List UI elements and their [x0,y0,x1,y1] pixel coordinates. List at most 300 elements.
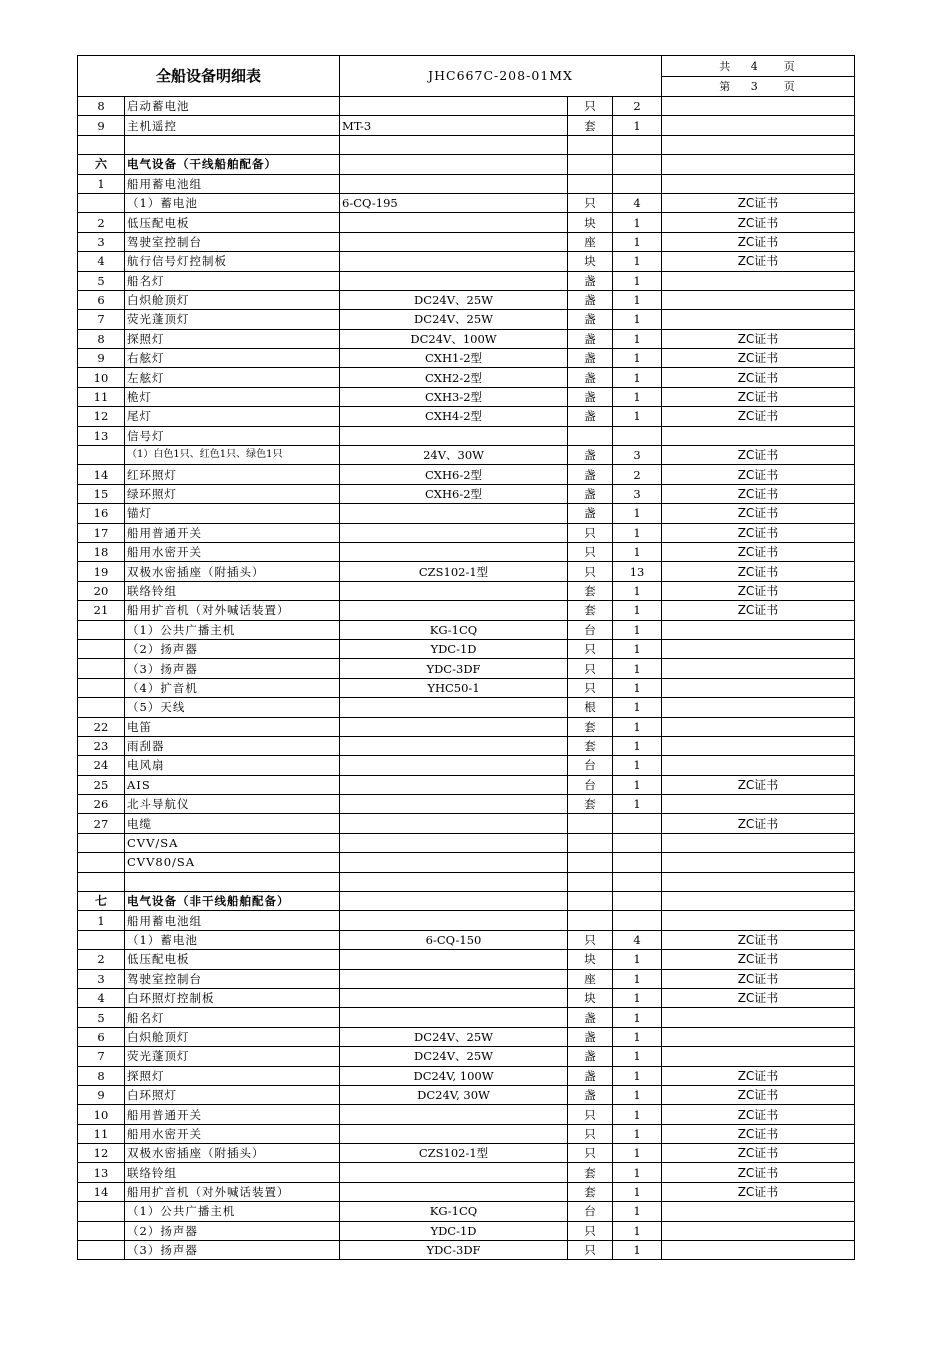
item-remark [662,116,855,135]
item-unit [568,833,613,852]
table-row [78,814,855,833]
item-unit: 套 [568,795,613,814]
table-row [78,581,855,600]
item-unit: 盏 [568,290,613,309]
item-quantity: 13 [613,562,662,581]
item-quantity: 1 [613,988,662,1007]
item-quantity: 1 [613,1124,662,1143]
table-row [78,1105,855,1124]
item-unit [568,814,613,833]
item-name: （2）扬声器 [125,1221,340,1240]
item-remark: ZC证书 [662,1144,855,1163]
item-unit: 块 [568,988,613,1007]
item-unit: 台 [568,756,613,775]
item-number: 4 [78,252,125,271]
item-number: 8 [78,1066,125,1085]
item-unit [568,911,613,930]
item-name: 白炽舱顶灯 [125,290,340,309]
item-spec [340,97,568,116]
table-row [78,504,855,523]
item-unit [568,135,613,154]
table-row [78,387,855,406]
table-row [78,1221,855,1240]
item-spec: YDC-1D [340,1221,568,1240]
item-spec: MT-3 [340,116,568,135]
item-number: 8 [78,329,125,348]
table-row [78,1085,855,1104]
item-remark: ZC证书 [662,407,855,426]
table-row [78,717,855,736]
item-remark [662,290,855,309]
item-quantity: 1 [613,756,662,775]
item-unit: 套 [568,601,613,620]
item-number: 9 [78,349,125,368]
item-remark [662,698,855,717]
item-number [78,135,125,154]
item-spec [340,795,568,814]
item-name: 雨刮器 [125,736,340,755]
item-name: 桅灯 [125,387,340,406]
item-number: 25 [78,775,125,794]
item-name: 联络铃组 [125,1163,340,1182]
item-remark [662,135,855,154]
item-remark: ZC证书 [662,1085,855,1104]
table-row [78,484,855,503]
table-row [78,659,855,678]
item-name: 电气设备（干线船舶配备） [125,155,340,174]
item-number: 16 [78,504,125,523]
item-unit: 盏 [568,504,613,523]
item-quantity: 1 [613,271,662,290]
table-row [78,523,855,542]
item-quantity [613,892,662,911]
document-number: JHC667C-208-01MX [340,56,662,97]
table-row [78,1008,855,1027]
table-row [78,193,855,212]
item-remark: ZC证书 [662,814,855,833]
item-spec [340,155,568,174]
item-spec [340,833,568,852]
item-remark: ZC证书 [662,930,855,949]
item-name: 船用水密开关 [125,542,340,561]
item-spec [340,252,568,271]
item-remark: ZC证书 [662,232,855,251]
item-number: 8 [78,97,125,116]
item-remark [662,659,855,678]
item-remark [662,736,855,755]
item-spec [340,542,568,561]
item-remark: ZC证书 [662,387,855,406]
item-remark: ZC证书 [662,542,855,561]
item-number: 2 [78,950,125,969]
item-unit: 盏 [568,484,613,503]
table-row [78,620,855,639]
item-remark: ZC证书 [662,1182,855,1201]
item-spec [340,213,568,232]
item-spec [340,698,568,717]
item-name: 红环照灯 [125,465,340,484]
item-quantity: 1 [613,387,662,406]
table-row [78,950,855,969]
item-remark: ZC证书 [662,523,855,542]
item-unit: 台 [568,775,613,794]
item-number: 17 [78,523,125,542]
item-unit: 块 [568,950,613,969]
item-spec [340,736,568,755]
item-name: 白炽舱顶灯 [125,1027,340,1046]
item-number [78,1221,125,1240]
item-remark: ZC证书 [662,775,855,794]
item-name: （1）公共广播主机 [125,620,340,639]
item-quantity: 1 [613,698,662,717]
item-number: 2 [78,213,125,232]
equipment-list-sheet [77,55,854,1260]
item-unit: 只 [568,542,613,561]
item-quantity [613,155,662,174]
item-unit: 块 [568,252,613,271]
item-remark: ZC证书 [662,349,855,368]
item-spec: 6-CQ-195 [340,193,568,212]
item-remark: ZC证书 [662,252,855,271]
item-name: （1）公共广播主机 [125,1202,340,1221]
table-row [78,135,855,154]
item-name: 低压配电板 [125,213,340,232]
item-name: 船用蓄电池组 [125,174,340,193]
page-info [662,56,855,97]
item-name: 探照灯 [125,1066,340,1085]
item-name: CVV80/SA [125,853,340,872]
item-quantity: 1 [613,290,662,309]
item-spec [340,601,568,620]
item-name: 启动蓄电池 [125,97,340,116]
item-unit: 盏 [568,1008,613,1027]
item-quantity: 3 [613,446,662,465]
item-name: 船用普通开关 [125,523,340,542]
item-spec: CZS102-1型 [340,562,568,581]
item-spec: 24V、30W [340,446,568,465]
item-spec [340,523,568,542]
item-spec [340,756,568,775]
item-quantity: 1 [613,969,662,988]
table-row [78,1202,855,1221]
item-spec: DC24V, 100W [340,1066,568,1085]
item-name: （3）扬声器 [125,1241,340,1260]
item-quantity [613,911,662,930]
item-name: 船用扩音机（对外喊话装置） [125,1182,340,1201]
header-row [78,56,855,97]
item-spec: DC24V、25W [340,1027,568,1046]
item-number [78,1202,125,1221]
item-spec: CXH1-2型 [340,349,568,368]
item-quantity [613,814,662,833]
item-remark [662,155,855,174]
item-spec: CXH6-2型 [340,484,568,503]
item-unit [568,155,613,174]
table-row [78,290,855,309]
item-spec: CXH2-2型 [340,368,568,387]
item-number: 4 [78,988,125,1007]
item-quantity: 1 [613,659,662,678]
item-unit: 只 [568,1105,613,1124]
item-number: 14 [78,465,125,484]
table-row [78,426,855,445]
item-name: 船用扩音机（对外喊话装置） [125,601,340,620]
item-name: 尾灯 [125,407,340,426]
item-number: 7 [78,1047,125,1066]
item-name: 驾驶室控制台 [125,232,340,251]
item-spec [340,775,568,794]
item-quantity: 2 [613,97,662,116]
item-quantity: 4 [613,193,662,212]
item-remark [662,853,855,872]
table-row [78,116,855,135]
item-number [78,698,125,717]
item-spec: CXH6-2型 [340,465,568,484]
item-remark [662,1202,855,1221]
item-name: 双极水密插座（附插头） [125,562,340,581]
item-quantity: 1 [613,736,662,755]
item-remark: ZC证书 [662,465,855,484]
item-unit: 台 [568,1202,613,1221]
item-number: 6 [78,1027,125,1046]
item-quantity [613,853,662,872]
item-number [78,930,125,949]
item-name: 联络铃组 [125,581,340,600]
item-remark: ZC证书 [662,1124,855,1143]
item-spec: YDC-3DF [340,659,568,678]
item-unit: 只 [568,193,613,212]
item-spec [340,174,568,193]
item-unit: 只 [568,1241,613,1260]
item-spec [340,814,568,833]
item-remark [662,1241,855,1260]
item-quantity: 1 [613,1085,662,1104]
item-remark [662,97,855,116]
sheet-title: 全船设备明细表 [78,56,340,97]
item-name: 船用水密开关 [125,1124,340,1143]
item-name: 左舷灯 [125,368,340,387]
item-name: 船用普通开关 [125,1105,340,1124]
item-number: 22 [78,717,125,736]
current-page: 第 3 页 [719,79,797,93]
item-number: 18 [78,542,125,561]
table-row [78,756,855,775]
item-number: 6 [78,290,125,309]
table-row [78,930,855,949]
item-name: CVV/SA [125,833,340,852]
item-remark [662,271,855,290]
item-unit: 盏 [568,1085,613,1104]
item-number: 12 [78,1144,125,1163]
item-quantity [613,833,662,852]
item-remark [662,310,855,329]
item-quantity [613,872,662,891]
item-remark: ZC证书 [662,1066,855,1085]
item-quantity: 1 [613,1221,662,1240]
item-unit: 盏 [568,1027,613,1046]
table-row [78,678,855,697]
item-spec [340,1008,568,1027]
item-unit: 只 [568,1221,613,1240]
section-header-row [78,892,855,911]
item-spec: CZS102-1型 [340,1144,568,1163]
table-row [78,213,855,232]
item-unit: 盏 [568,271,613,290]
item-spec [340,271,568,290]
item-number [78,833,125,852]
item-unit: 盏 [568,446,613,465]
table-row [78,1027,855,1046]
item-remark: ZC证书 [662,562,855,581]
item-name: 锚灯 [125,504,340,523]
item-unit: 套 [568,1182,613,1201]
item-remark [662,426,855,445]
table-row [78,349,855,368]
item-quantity: 1 [613,620,662,639]
table-row [78,969,855,988]
item-quantity: 1 [613,581,662,600]
table-row [78,271,855,290]
item-unit: 座 [568,232,613,251]
item-remark: ZC证书 [662,213,855,232]
item-quantity [613,135,662,154]
item-number: 5 [78,271,125,290]
item-name: AIS [125,775,340,794]
item-remark [662,1047,855,1066]
item-remark: ZC证书 [662,988,855,1007]
item-quantity: 1 [613,601,662,620]
item-unit: 只 [568,1124,613,1143]
item-unit: 只 [568,1144,613,1163]
item-name: 荧光蓬顶灯 [125,1047,340,1066]
item-remark: ZC证书 [662,1105,855,1124]
table-row [78,252,855,271]
table-row [78,1144,855,1163]
item-spec [340,892,568,911]
item-spec [340,1182,568,1201]
item-quantity: 2 [613,465,662,484]
item-remark [662,1221,855,1240]
item-number: 13 [78,1163,125,1182]
item-number: 12 [78,407,125,426]
item-number [78,446,125,465]
item-number: 六 [78,155,125,174]
item-unit: 套 [568,736,613,755]
item-number: 21 [78,601,125,620]
item-quantity: 1 [613,523,662,542]
item-number [78,678,125,697]
table-row [78,232,855,251]
item-number: 20 [78,581,125,600]
item-quantity: 1 [613,349,662,368]
item-number: 11 [78,387,125,406]
item-name: 电缆 [125,814,340,833]
item-quantity: 1 [613,252,662,271]
item-remark: ZC证书 [662,1163,855,1182]
item-number: 七 [78,892,125,911]
item-name: 白环照灯 [125,1085,340,1104]
item-name: 航行信号灯控制板 [125,252,340,271]
item-unit: 盏 [568,407,613,426]
item-remark: ZC证书 [662,329,855,348]
item-quantity [613,174,662,193]
item-quantity: 1 [613,116,662,135]
item-spec [340,969,568,988]
item-name: 船名灯 [125,1008,340,1027]
item-quantity: 1 [613,950,662,969]
item-number: 15 [78,484,125,503]
item-name: 探照灯 [125,329,340,348]
item-remark [662,717,855,736]
item-name [125,135,340,154]
item-remark [662,174,855,193]
item-quantity: 1 [613,1182,662,1201]
total-pages: 共 4 页 [662,57,854,77]
item-number: 23 [78,736,125,755]
table-row [78,562,855,581]
item-remark: ZC证书 [662,950,855,969]
item-spec [340,135,568,154]
item-spec: YDC-1D [340,639,568,658]
item-unit: 只 [568,523,613,542]
item-spec: DC24V、25W [340,1047,568,1066]
item-spec: YDC-3DF [340,1241,568,1260]
item-spec [340,232,568,251]
item-spec: CXH3-2型 [340,387,568,406]
item-quantity: 1 [613,504,662,523]
table-row [78,795,855,814]
item-remark: ZC证书 [662,504,855,523]
item-number: 3 [78,969,125,988]
item-number [78,1241,125,1260]
item-name: 双极水密插座（附插头） [125,1144,340,1163]
item-name: 驾驶室控制台 [125,969,340,988]
item-name: 电气设备（非干线船舶配备） [125,892,340,911]
item-unit: 套 [568,116,613,135]
item-unit: 根 [568,698,613,717]
item-unit [568,872,613,891]
item-quantity: 1 [613,368,662,387]
item-remark: ZC证书 [662,601,855,620]
table-row [78,329,855,348]
item-unit: 只 [568,562,613,581]
item-remark [662,795,855,814]
item-unit [568,853,613,872]
item-remark [662,620,855,639]
item-spec: KG-1CQ [340,620,568,639]
item-spec [340,950,568,969]
item-quantity: 1 [613,1163,662,1182]
item-name: 主机遥控 [125,116,340,135]
item-quantity: 1 [613,1144,662,1163]
item-spec: 6-CQ-150 [340,930,568,949]
item-unit: 盏 [568,1066,613,1085]
item-remark [662,1008,855,1027]
item-unit: 盏 [568,329,613,348]
item-name: 低压配电板 [125,950,340,969]
table-row [78,988,855,1007]
table-row [78,1182,855,1201]
item-unit: 座 [568,969,613,988]
table-row [78,639,855,658]
item-name: 北斗导航仪 [125,795,340,814]
table-row [78,1047,855,1066]
table-row [78,698,855,717]
item-number [78,620,125,639]
item-name: （1）蓄电池 [125,193,340,212]
item-number: 1 [78,911,125,930]
item-remark: ZC证书 [662,484,855,503]
